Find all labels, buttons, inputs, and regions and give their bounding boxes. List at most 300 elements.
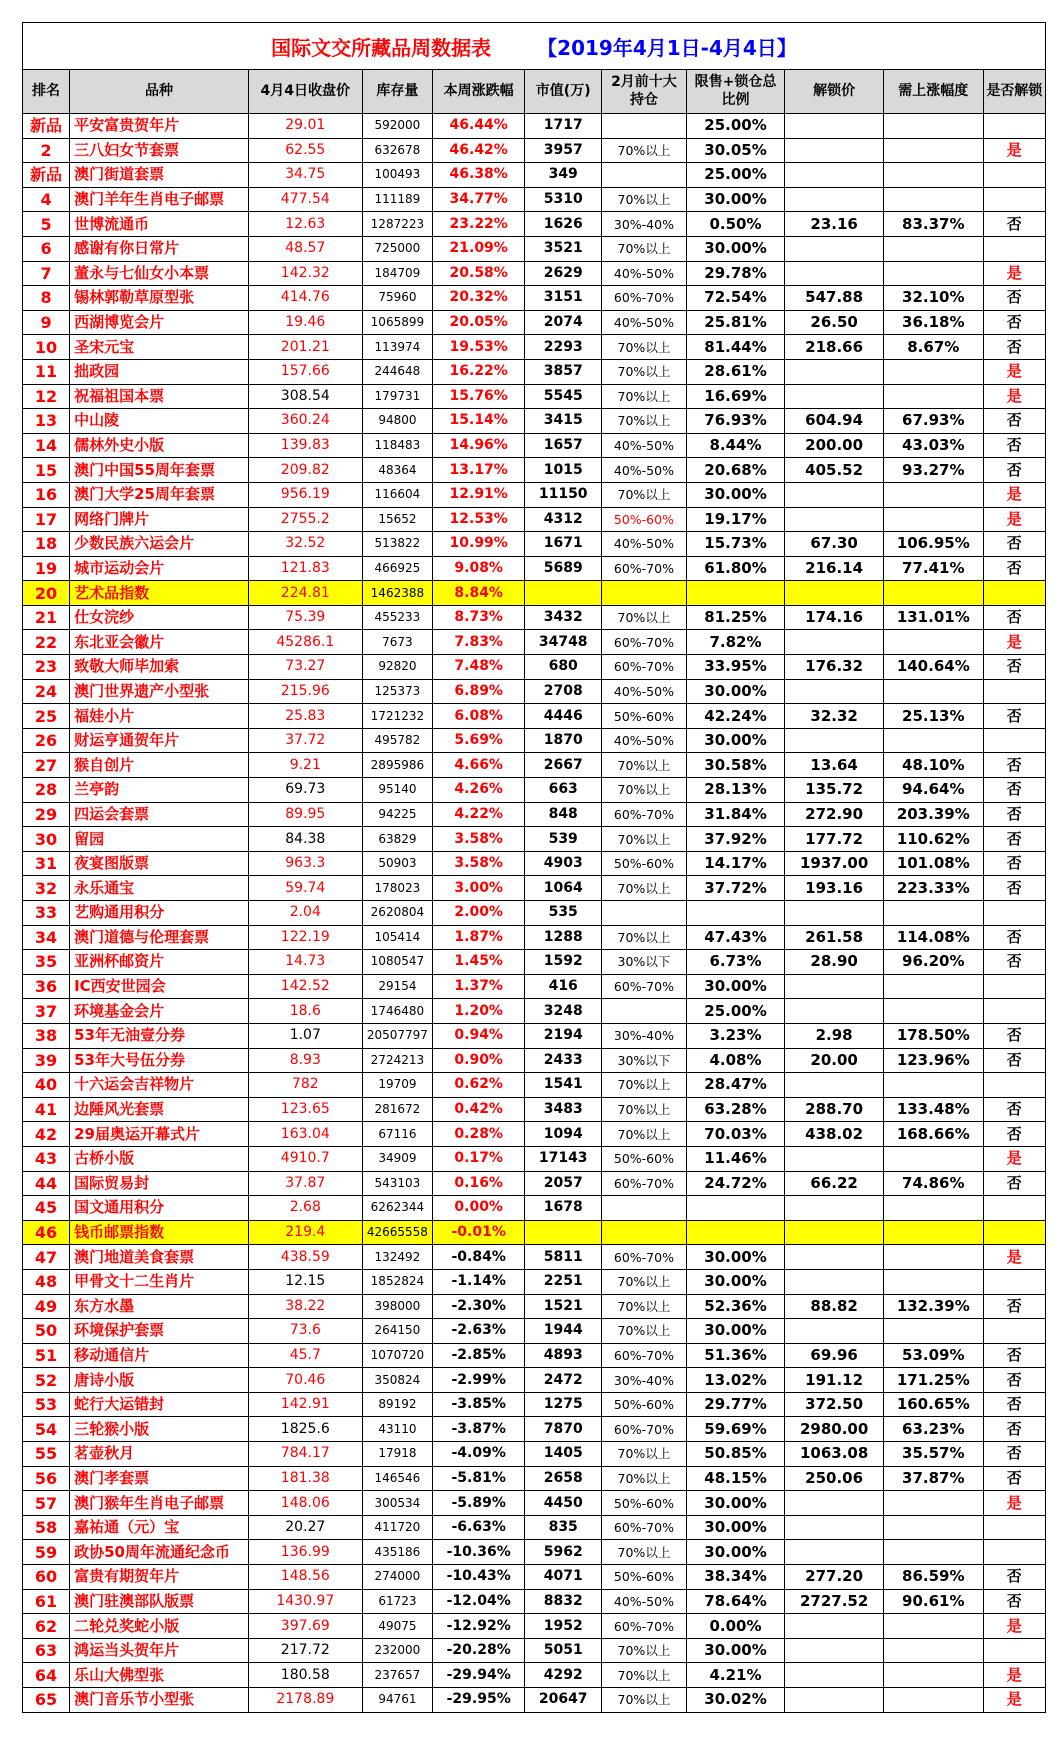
top10-holding-cell: 40%-50%: [602, 310, 687, 335]
locked-ratio-cell: 30.00%: [686, 1515, 785, 1540]
unlock-price-cell: 1063.08: [785, 1442, 884, 1467]
unlock-status-cell: [983, 999, 1045, 1024]
top10-holding-cell: 40%-50%: [602, 458, 687, 483]
unlock-status-cell: [983, 1515, 1045, 1540]
market-cap-cell: 5811: [525, 1245, 602, 1270]
stock-cell: 100493: [362, 163, 432, 188]
price-cell: 122.19: [248, 925, 362, 950]
unlock-price-cell: 1937.00: [785, 851, 884, 876]
change-cell: -0.84%: [433, 1245, 525, 1270]
col-header-rank: 排名: [23, 70, 70, 114]
name-cell: 董永与七仙女小本票: [70, 261, 249, 286]
unlock-price-cell: 13.64: [785, 753, 884, 778]
price-cell: 360.24: [248, 409, 362, 434]
rank-cell: 11: [23, 359, 70, 384]
change-cell: 14.96%: [433, 433, 525, 458]
price-cell: 963.3: [248, 851, 362, 876]
unlock-status-cell: [983, 581, 1045, 606]
table-row: [23, 1048, 1045, 1073]
name-cell: 澳门世界遗产小型张: [70, 679, 249, 704]
unlock-status-cell: 否: [983, 704, 1045, 729]
rank-cell: 16: [23, 482, 70, 507]
required-rise-cell: 203.39%: [883, 802, 983, 827]
change-cell: -1.14%: [433, 1269, 525, 1294]
unlock-status-cell: [983, 679, 1045, 704]
name-cell: 感谢有你日常片: [70, 236, 249, 261]
unlock-status-cell: [983, 236, 1045, 261]
unlock-price-cell: 174.16: [785, 605, 884, 630]
price-cell: 2178.89: [248, 1688, 362, 1712]
name-cell: 唐诗小版: [70, 1368, 249, 1393]
top10-holding-cell: 30%以下: [602, 1048, 687, 1073]
locked-ratio-cell: 30.00%: [686, 1540, 785, 1565]
table-row: [23, 286, 1045, 311]
locked-ratio-cell: 38.34%: [686, 1565, 785, 1590]
unlock-price-cell: 28.90: [785, 950, 884, 975]
table-row: [23, 1515, 1045, 1540]
change-cell: 46.38%: [433, 163, 525, 188]
top10-holding-cell: 60%-70%: [602, 1515, 687, 1540]
price-cell: 782: [248, 1073, 362, 1098]
rank-cell: 33: [23, 901, 70, 926]
change-cell: -4.09%: [433, 1442, 525, 1467]
market-cap-cell: 1626: [525, 212, 602, 237]
market-cap-cell: 1944: [525, 1319, 602, 1344]
header-row: [23, 70, 1045, 114]
unlock-status-cell: 是: [983, 261, 1045, 286]
stock-cell: 50903: [362, 851, 432, 876]
rank-cell: 36: [23, 974, 70, 999]
locked-ratio-cell: 0.00%: [686, 1614, 785, 1639]
change-cell: -29.94%: [433, 1663, 525, 1688]
stock-cell: 7673: [362, 630, 432, 655]
top10-holding-cell: 30%-40%: [602, 1368, 687, 1393]
name-cell: 西湖博览会片: [70, 310, 249, 335]
market-cap-cell: 4450: [525, 1491, 602, 1516]
change-cell: 8.73%: [433, 605, 525, 630]
name-cell: 致敬大师毕加索: [70, 655, 249, 680]
rank-cell: 56: [23, 1466, 70, 1491]
market-cap-cell: 4446: [525, 704, 602, 729]
unlock-status-cell: [983, 974, 1045, 999]
unlock-price-cell: [785, 1146, 884, 1171]
top10-holding-cell: 50%-60%: [602, 1491, 687, 1516]
price-cell: 1430.97: [248, 1589, 362, 1614]
price-cell: 2755.2: [248, 507, 362, 532]
price-cell: 1825.6: [248, 1417, 362, 1442]
stock-cell: 237657: [362, 1663, 432, 1688]
price-cell: 25.83: [248, 704, 362, 729]
locked-ratio-cell: 8.44%: [686, 433, 785, 458]
price-cell: 157.66: [248, 359, 362, 384]
locked-ratio-cell: 4.21%: [686, 1663, 785, 1688]
locked-ratio-cell: 25.00%: [686, 163, 785, 188]
table-row: [23, 1146, 1045, 1171]
market-cap-cell: 5310: [525, 187, 602, 212]
market-cap-cell: 1952: [525, 1614, 602, 1639]
unlock-status-cell: 否: [983, 310, 1045, 335]
name-cell: 澳门猴年生肖电子邮票: [70, 1491, 249, 1516]
top10-holding-cell: 70%以上: [602, 482, 687, 507]
name-cell: 澳门道德与伦理套票: [70, 925, 249, 950]
rank-cell: 7: [23, 261, 70, 286]
change-cell: 5.69%: [433, 728, 525, 753]
required-rise-cell: [883, 679, 983, 704]
market-cap-cell: 1870: [525, 728, 602, 753]
stock-cell: 513822: [362, 532, 432, 557]
locked-ratio-cell: 42.24%: [686, 704, 785, 729]
name-cell: 亚洲杯邮资片: [70, 950, 249, 975]
rank-cell: 62: [23, 1614, 70, 1639]
price-cell: 29.01: [248, 114, 362, 139]
locked-ratio-cell: [686, 1196, 785, 1221]
unlock-status-cell: 否: [983, 1392, 1045, 1417]
top10-holding-cell: 70%以上: [602, 1269, 687, 1294]
stock-cell: 95140: [362, 778, 432, 803]
locked-ratio-cell: 30.00%: [686, 1269, 785, 1294]
name-cell: 移动通信片: [70, 1343, 249, 1368]
name-cell: 富贵有期贺年片: [70, 1565, 249, 1590]
unlock-price-cell: [785, 679, 884, 704]
top10-holding-cell: [602, 1220, 687, 1245]
stock-cell: 146546: [362, 1466, 432, 1491]
name-cell: 世博流通币: [70, 212, 249, 237]
top10-holding-cell: 30%-40%: [602, 212, 687, 237]
price-cell: 62.55: [248, 138, 362, 163]
required-rise-cell: 94.64%: [883, 778, 983, 803]
required-rise-cell: [883, 359, 983, 384]
top10-holding-cell: 50%-60%: [602, 1146, 687, 1171]
change-cell: 16.22%: [433, 359, 525, 384]
table-row: [23, 1319, 1045, 1344]
required-rise-cell: [883, 236, 983, 261]
stock-cell: 1852824: [362, 1269, 432, 1294]
locked-ratio-cell: 16.69%: [686, 384, 785, 409]
market-cap-cell: 5545: [525, 384, 602, 409]
rank-cell: 14: [23, 433, 70, 458]
change-cell: -12.04%: [433, 1589, 525, 1614]
price-cell: 784.17: [248, 1442, 362, 1467]
required-rise-cell: [883, 1269, 983, 1294]
unlock-status-cell: [983, 1196, 1045, 1221]
stock-cell: 1287223: [362, 212, 432, 237]
top10-holding-cell: 70%以上: [602, 335, 687, 360]
locked-ratio-cell: 30.00%: [686, 1319, 785, 1344]
table-row: [23, 728, 1045, 753]
name-cell: 兰亭韵: [70, 778, 249, 803]
rank-cell: 64: [23, 1663, 70, 1688]
locked-ratio-cell: 37.72%: [686, 876, 785, 901]
unlock-status-cell: 否: [983, 802, 1045, 827]
change-cell: 0.00%: [433, 1196, 525, 1221]
unlock-status-cell: 否: [983, 1023, 1045, 1048]
table-row: [23, 630, 1045, 655]
name-cell: 政协50周年流通纪念币: [70, 1540, 249, 1565]
market-cap-cell: 1094: [525, 1122, 602, 1147]
change-cell: -3.85%: [433, 1392, 525, 1417]
col-header-unlock: 解锁价: [785, 70, 884, 114]
unlock-price-cell: [785, 1491, 884, 1516]
col-header-need: 需上涨幅度: [883, 70, 983, 114]
table-row: [23, 753, 1045, 778]
stock-cell: 34909: [362, 1146, 432, 1171]
rank-cell: 37: [23, 999, 70, 1024]
price-cell: 181.38: [248, 1466, 362, 1491]
change-cell: 1.20%: [433, 999, 525, 1024]
table-row: [23, 236, 1045, 261]
market-cap-cell: 2057: [525, 1171, 602, 1196]
unlock-status-cell: 否: [983, 851, 1045, 876]
rank-cell: 8: [23, 286, 70, 311]
required-rise-cell: [883, 261, 983, 286]
price-cell: 84.38: [248, 827, 362, 852]
name-cell: 永乐通宝: [70, 876, 249, 901]
rank-cell: 38: [23, 1023, 70, 1048]
change-cell: 2.00%: [433, 901, 525, 926]
rank-cell: 6: [23, 236, 70, 261]
change-cell: -10.43%: [433, 1565, 525, 1590]
unlock-price-cell: [785, 261, 884, 286]
title-row: [23, 23, 1045, 70]
table-row: [23, 212, 1045, 237]
top10-holding-cell: 70%以上: [602, 778, 687, 803]
table-row: [23, 1245, 1045, 1270]
change-cell: 0.90%: [433, 1048, 525, 1073]
unlock-price-cell: [785, 974, 884, 999]
price-cell: 142.32: [248, 261, 362, 286]
market-cap-cell: 3432: [525, 605, 602, 630]
stock-cell: 15652: [362, 507, 432, 532]
rank-cell: 4: [23, 187, 70, 212]
table-row: [23, 1417, 1045, 1442]
stock-cell: 274000: [362, 1565, 432, 1590]
unlock-price-cell: 261.58: [785, 925, 884, 950]
required-rise-cell: [883, 901, 983, 926]
stock-cell: 20507797: [362, 1023, 432, 1048]
rank-cell: 59: [23, 1540, 70, 1565]
table-row: [23, 1565, 1045, 1590]
price-cell: 136.99: [248, 1540, 362, 1565]
required-rise-cell: 140.64%: [883, 655, 983, 680]
stock-cell: 94225: [362, 802, 432, 827]
required-rise-cell: 90.61%: [883, 1589, 983, 1614]
table-row: [23, 974, 1045, 999]
unlock-status-cell: 否: [983, 1417, 1045, 1442]
price-cell: 2.68: [248, 1196, 362, 1221]
locked-ratio-cell: 29.77%: [686, 1392, 785, 1417]
change-cell: 20.58%: [433, 261, 525, 286]
market-cap-cell: 1592: [525, 950, 602, 975]
unlock-price-cell: 604.94: [785, 409, 884, 434]
unlock-status-cell: 否: [983, 1294, 1045, 1319]
unlock-status-cell: 否: [983, 1368, 1045, 1393]
table-row: [23, 458, 1045, 483]
name-cell: 四运会套票: [70, 802, 249, 827]
change-cell: -3.87%: [433, 1417, 525, 1442]
market-cap-cell: 4903: [525, 851, 602, 876]
unlock-status-cell: 是: [983, 1614, 1045, 1639]
market-cap-cell: 17143: [525, 1146, 602, 1171]
required-rise-cell: [883, 630, 983, 655]
locked-ratio-cell: 37.92%: [686, 827, 785, 852]
change-cell: 12.91%: [433, 482, 525, 507]
locked-ratio-cell: 28.47%: [686, 1073, 785, 1098]
locked-ratio-cell: 30.05%: [686, 138, 785, 163]
rank-cell: 41: [23, 1097, 70, 1122]
table-row: [23, 581, 1045, 606]
unlock-status-cell: 否: [983, 778, 1045, 803]
name-cell: 乐山大佛型张: [70, 1663, 249, 1688]
date-range: 【2019年4月1日-4月4日】: [537, 35, 797, 60]
top10-holding-cell: 70%以上: [602, 1442, 687, 1467]
market-cap-cell: 2194: [525, 1023, 602, 1048]
stock-cell: 1080547: [362, 950, 432, 975]
name-cell: 国际贸易封: [70, 1171, 249, 1196]
unlock-price-cell: [785, 1688, 884, 1712]
unlock-status-cell: 否: [983, 286, 1045, 311]
market-cap-cell: 2472: [525, 1368, 602, 1393]
locked-ratio-cell: 51.36%: [686, 1343, 785, 1368]
name-cell: 城市运动会片: [70, 556, 249, 581]
rank-cell: 5: [23, 212, 70, 237]
name-cell: IC西安世园会: [70, 974, 249, 999]
table-row: [23, 384, 1045, 409]
rank-cell: 24: [23, 679, 70, 704]
unlock-status-cell: 否: [983, 876, 1045, 901]
unlock-status-cell: 否: [983, 753, 1045, 778]
unlock-status-cell: 否: [983, 950, 1045, 975]
required-rise-cell: [883, 1245, 983, 1270]
change-cell: 46.44%: [433, 114, 525, 139]
rank-cell: 35: [23, 950, 70, 975]
market-cap-cell: 3483: [525, 1097, 602, 1122]
price-cell: 20.27: [248, 1515, 362, 1540]
table-row: [23, 1220, 1045, 1245]
locked-ratio-cell: 81.25%: [686, 605, 785, 630]
market-cap-cell: [525, 1220, 602, 1245]
market-cap-cell: 4893: [525, 1343, 602, 1368]
price-cell: 180.58: [248, 1663, 362, 1688]
stock-cell: 1462388: [362, 581, 432, 606]
market-cap-cell: 3957: [525, 138, 602, 163]
rank-cell: 22: [23, 630, 70, 655]
change-cell: 1.37%: [433, 974, 525, 999]
name-cell: 仕女浣纱: [70, 605, 249, 630]
table-row: [23, 901, 1045, 926]
top10-holding-cell: 60%-70%: [602, 655, 687, 680]
change-cell: 13.17%: [433, 458, 525, 483]
price-cell: 19.46: [248, 310, 362, 335]
unlock-price-cell: [785, 1540, 884, 1565]
table-row: [23, 138, 1045, 163]
unlock-status-cell: 是: [983, 359, 1045, 384]
market-cap-cell: 8832: [525, 1589, 602, 1614]
change-cell: 4.66%: [433, 753, 525, 778]
rank-cell: 10: [23, 335, 70, 360]
top10-holding-cell: 50%-60%: [602, 1565, 687, 1590]
required-rise-cell: 25.13%: [883, 704, 983, 729]
unlock-price-cell: [785, 138, 884, 163]
unlock-price-cell: [785, 1515, 884, 1540]
locked-ratio-cell: 52.36%: [686, 1294, 785, 1319]
required-rise-cell: 131.01%: [883, 605, 983, 630]
unlock-price-cell: 438.02: [785, 1122, 884, 1147]
top10-holding-cell: 40%-50%: [602, 728, 687, 753]
table-row: [23, 851, 1045, 876]
top10-holding-cell: 70%以上: [602, 1319, 687, 1344]
table-row: [23, 1023, 1045, 1048]
required-rise-cell: [883, 1073, 983, 1098]
price-cell: 163.04: [248, 1122, 362, 1147]
rank-cell: 53: [23, 1392, 70, 1417]
top10-holding-cell: [602, 999, 687, 1024]
unlock-price-cell: 135.72: [785, 778, 884, 803]
table-row: [23, 1638, 1045, 1663]
required-rise-cell: 83.37%: [883, 212, 983, 237]
change-cell: -12.92%: [433, 1614, 525, 1639]
table-row: [23, 1614, 1045, 1639]
rank-cell: 新品: [23, 114, 70, 139]
name-cell: 平安富贵贺年片: [70, 114, 249, 139]
table-row: [23, 1368, 1045, 1393]
top10-holding-cell: 70%以上: [602, 409, 687, 434]
market-cap-cell: 1275: [525, 1392, 602, 1417]
locked-ratio-cell: 0.50%: [686, 212, 785, 237]
stock-cell: 89192: [362, 1392, 432, 1417]
locked-ratio-cell: 30.00%: [686, 1245, 785, 1270]
change-cell: 4.22%: [433, 802, 525, 827]
unlock-price-cell: 2980.00: [785, 1417, 884, 1442]
change-cell: 3.58%: [433, 827, 525, 852]
price-cell: 477.54: [248, 187, 362, 212]
required-rise-cell: 223.33%: [883, 876, 983, 901]
name-cell: 中山陵: [70, 409, 249, 434]
unlock-price-cell: 288.70: [785, 1097, 884, 1122]
market-cap-cell: 5689: [525, 556, 602, 581]
required-rise-cell: 133.48%: [883, 1097, 983, 1122]
unlock-status-cell: 是: [983, 507, 1045, 532]
change-cell: 19.53%: [433, 335, 525, 360]
market-cap-cell: 2658: [525, 1466, 602, 1491]
rank-cell: 54: [23, 1417, 70, 1442]
required-rise-cell: 48.10%: [883, 753, 983, 778]
market-cap-cell: 34748: [525, 630, 602, 655]
required-rise-cell: [883, 974, 983, 999]
unlock-price-cell: [785, 1638, 884, 1663]
name-cell: 猴自创片: [70, 753, 249, 778]
stock-cell: 350824: [362, 1368, 432, 1393]
rank-cell: 32: [23, 876, 70, 901]
required-rise-cell: 132.39%: [883, 1294, 983, 1319]
change-cell: 7.83%: [433, 630, 525, 655]
required-rise-cell: 35.57%: [883, 1442, 983, 1467]
col-header-ratio: 限售+锁仓总比例: [686, 70, 785, 114]
price-cell: 75.39: [248, 605, 362, 630]
table-row: [23, 1392, 1045, 1417]
locked-ratio-cell: 61.80%: [686, 556, 785, 581]
rank-cell: 42: [23, 1122, 70, 1147]
price-cell: 956.19: [248, 482, 362, 507]
name-cell: 边陲风光套票: [70, 1097, 249, 1122]
unlock-status-cell: 否: [983, 1466, 1045, 1491]
stock-cell: 1746480: [362, 999, 432, 1024]
rank-cell: 61: [23, 1589, 70, 1614]
required-rise-cell: [883, 1540, 983, 1565]
price-cell: 148.56: [248, 1565, 362, 1590]
unlock-status-cell: 否: [983, 212, 1045, 237]
name-cell: 澳门驻澳部队版票: [70, 1589, 249, 1614]
change-cell: 0.62%: [433, 1073, 525, 1098]
